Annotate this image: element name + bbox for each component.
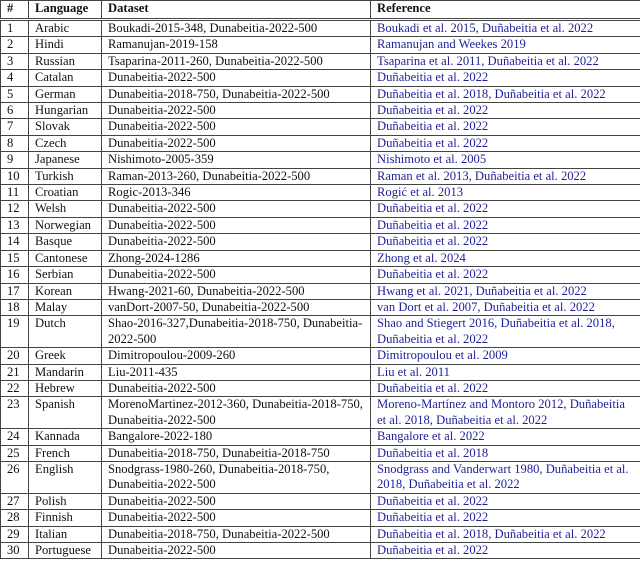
- row-number: 22: [1, 380, 29, 396]
- row-number: 7: [1, 119, 29, 135]
- table-row: [1, 152, 640, 168]
- table-row: [1, 364, 640, 380]
- row-dataset: Dunabeitia-2018-750, Dunabeitia-2018-750: [102, 445, 371, 461]
- table-row: [1, 250, 640, 266]
- table-row: [1, 234, 640, 250]
- row-reference-link[interactable]: Duñabeitia et al. 2022: [371, 135, 640, 151]
- row-reference-link[interactable]: Duñabeitia et al. 2022: [371, 119, 640, 135]
- row-dataset: Dunabeitia-2022-500: [102, 201, 371, 217]
- row-number: 4: [1, 70, 29, 86]
- row-language: Mandarin: [29, 364, 102, 380]
- table-row: [1, 526, 640, 542]
- table-row: [1, 70, 640, 86]
- row-reference-link[interactable]: Duñabeitia et al. 2022: [371, 510, 640, 526]
- row-language: Welsh: [29, 201, 102, 217]
- row-language: Norwegian: [29, 217, 102, 233]
- row-reference-link[interactable]: Duñabeitia et al. 2022: [371, 201, 640, 217]
- row-number: 11: [1, 185, 29, 201]
- row-reference-link[interactable]: Duñabeitia et al. 2022: [371, 493, 640, 509]
- row-language: Cantonese: [29, 250, 102, 266]
- row-dataset: Nishimoto-2005-359: [102, 152, 371, 168]
- row-number: 26: [1, 461, 29, 493]
- row-language: Italian: [29, 526, 102, 542]
- row-dataset: Dunabeitia-2018-750, Dunabeitia-2022-500: [102, 526, 371, 542]
- row-language: Kannada: [29, 429, 102, 445]
- row-number: 6: [1, 103, 29, 119]
- row-language: Arabic: [29, 20, 102, 37]
- row-reference-link[interactable]: Duñabeitia et al. 2018: [371, 445, 640, 461]
- row-number: 18: [1, 299, 29, 315]
- header-reference: Reference: [371, 1, 640, 20]
- row-language: Portuguese: [29, 543, 102, 559]
- table-row: [1, 135, 640, 151]
- table-row: [1, 20, 640, 37]
- table-row: [1, 316, 640, 348]
- row-language: Polish: [29, 493, 102, 509]
- row-reference-link[interactable]: Duñabeitia et al. 2022: [371, 217, 640, 233]
- row-reference-link[interactable]: Hwang et al. 2021, Duñabeitia et al. 2022: [371, 283, 640, 299]
- table-row: [1, 380, 640, 396]
- row-language: Spanish: [29, 397, 102, 429]
- table-row: [1, 185, 640, 201]
- table-row: [1, 283, 640, 299]
- row-dataset: Snodgrass-1980-260, Dunabeitia-2018-750, Dunabeitia-2022-500: [102, 461, 371, 493]
- row-reference-link[interactable]: Tsaparina et al. 2011, Duñabeitia et al. 2022: [371, 53, 640, 69]
- table-row: [1, 510, 640, 526]
- row-dataset: Dunabeitia-2022-500: [102, 267, 371, 283]
- table-body: [1, 20, 640, 559]
- table-row: [1, 493, 640, 509]
- row-language: Czech: [29, 135, 102, 151]
- row-dataset: Dunabeitia-2022-500: [102, 217, 371, 233]
- table-row: [1, 86, 640, 102]
- table-row: [1, 168, 640, 184]
- header-language: Language: [29, 1, 102, 20]
- row-reference-link[interactable]: Shao and Stiegert 2016, Duñabeitia et al. 2018, Duñabeitia et al. 2022: [371, 316, 640, 348]
- table-row: [1, 543, 640, 559]
- row-number: 9: [1, 152, 29, 168]
- row-dataset: Dunabeitia-2022-500: [102, 510, 371, 526]
- row-number: 29: [1, 526, 29, 542]
- row-dataset: Dunabeitia-2022-500: [102, 543, 371, 559]
- row-reference-link[interactable]: Moreno-Martínez and Montoro 2012, Duñabeitia et al. 2018, Duñabeitia et al. 2022: [371, 397, 640, 429]
- header-number: #: [1, 1, 29, 20]
- row-reference-link[interactable]: Rogić et al. 2013: [371, 185, 640, 201]
- row-dataset: Dunabeitia-2022-500: [102, 70, 371, 86]
- row-number: 5: [1, 86, 29, 102]
- row-dataset: Hwang-2021-60, Dunabeitia-2022-500: [102, 283, 371, 299]
- row-number: 19: [1, 316, 29, 348]
- row-dataset: Dunabeitia-2022-500: [102, 234, 371, 250]
- table-row: [1, 445, 640, 461]
- row-reference-link[interactable]: Duñabeitia et al. 2022: [371, 380, 640, 396]
- row-number: 17: [1, 283, 29, 299]
- table-row: [1, 299, 640, 315]
- table-row: [1, 348, 640, 364]
- row-number: 25: [1, 445, 29, 461]
- table-row: [1, 53, 640, 69]
- row-reference-link[interactable]: Nishimoto et al. 2005: [371, 152, 640, 168]
- row-language: Catalan: [29, 70, 102, 86]
- row-number: 13: [1, 217, 29, 233]
- row-language: Greek: [29, 348, 102, 364]
- row-language: Japanese: [29, 152, 102, 168]
- table-row: [1, 201, 640, 217]
- row-reference-link[interactable]: Ramanujan and Weekes 2019: [371, 37, 640, 53]
- row-language: Serbian: [29, 267, 102, 283]
- row-number: 21: [1, 364, 29, 380]
- row-language: Finnish: [29, 510, 102, 526]
- table-row: [1, 217, 640, 233]
- row-dataset: Dunabeitia-2022-500: [102, 103, 371, 119]
- row-number: 10: [1, 168, 29, 184]
- row-language: Basque: [29, 234, 102, 250]
- row-number: 24: [1, 429, 29, 445]
- row-dataset: Dunabeitia-2022-500: [102, 135, 371, 151]
- row-language: Korean: [29, 283, 102, 299]
- row-reference-link[interactable]: Duñabeitia et al. 2022: [371, 70, 640, 86]
- table-row: [1, 37, 640, 53]
- row-language: Croatian: [29, 185, 102, 201]
- row-dataset: Dunabeitia-2022-500: [102, 493, 371, 509]
- row-number: 1: [1, 20, 29, 37]
- row-language: Malay: [29, 299, 102, 315]
- row-reference-link[interactable]: Duñabeitia et al. 2022: [371, 543, 640, 559]
- header-dataset: Dataset: [102, 1, 371, 20]
- row-reference-link[interactable]: Duñabeitia et al. 2018, Duñabeitia et al. 2022: [371, 526, 640, 542]
- row-language: Turkish: [29, 168, 102, 184]
- row-reference-link[interactable]: van Dort et al. 2007, Duñabeitia et al. 2022: [371, 299, 640, 315]
- row-language: English: [29, 461, 102, 493]
- row-number: 2: [1, 37, 29, 53]
- row-reference-link[interactable]: Duñabeitia et al. 2018, Duñabeitia et al. 2022: [371, 86, 640, 102]
- row-reference-link[interactable]: Liu et al. 2011: [371, 364, 640, 380]
- row-dataset: Tsaparina-2011-260, Dunabeitia-2022-500: [102, 53, 371, 69]
- row-reference-link[interactable]: Dimitropoulou et al. 2009: [371, 348, 640, 364]
- row-dataset: Shao-2016-327,Dunabeitia-2018-750, Dunabeitia-2022-500: [102, 316, 371, 348]
- row-reference-link[interactable]: Zhong et al. 2024: [371, 250, 640, 266]
- row-language: French: [29, 445, 102, 461]
- row-language: German: [29, 86, 102, 102]
- table-row: [1, 461, 640, 493]
- row-number: 28: [1, 510, 29, 526]
- table-row: [1, 103, 640, 119]
- row-reference-link[interactable]: Duñabeitia et al. 2022: [371, 234, 640, 250]
- row-language: Slovak: [29, 119, 102, 135]
- table-row: [1, 267, 640, 283]
- row-number: 27: [1, 493, 29, 509]
- row-number: 20: [1, 348, 29, 364]
- row-number: 30: [1, 543, 29, 559]
- row-dataset: Dunabeitia-2022-500: [102, 380, 371, 396]
- row-number: 14: [1, 234, 29, 250]
- table-header: [1, 1, 640, 20]
- row-reference-link[interactable]: Bangalore et al. 2022: [371, 429, 640, 445]
- row-number: 16: [1, 267, 29, 283]
- row-dataset: Dimitropoulou-2009-260: [102, 348, 371, 364]
- row-reference-link[interactable]: Duñabeitia et al. 2022: [371, 267, 640, 283]
- row-language: Dutch: [29, 316, 102, 348]
- row-reference-link[interactable]: Raman et al. 2013, Duñabeitia et al. 2022: [371, 168, 640, 184]
- row-number: 23: [1, 397, 29, 429]
- row-reference-link[interactable]: Boukadi et al. 2015, Duñabeitia et al. 2022: [371, 20, 640, 37]
- row-language: Hindi: [29, 37, 102, 53]
- row-dataset: MorenoMartinez-2012-360, Dunabeitia-2018-750, Dunabeitia-2022-500: [102, 397, 371, 429]
- table-row: [1, 397, 640, 429]
- row-dataset: Bangalore-2022-180: [102, 429, 371, 445]
- row-number: 3: [1, 53, 29, 69]
- row-dataset: Zhong-2024-1286: [102, 250, 371, 266]
- row-number: 8: [1, 135, 29, 151]
- row-dataset: Dunabeitia-2022-500: [102, 119, 371, 135]
- row-language: Hebrew: [29, 380, 102, 396]
- row-dataset: Rogic-2013-346: [102, 185, 371, 201]
- row-number: 12: [1, 201, 29, 217]
- row-dataset: Dunabeitia-2018-750, Dunabeitia-2022-500: [102, 86, 371, 102]
- row-dataset: Raman-2013-260, Dunabeitia-2022-500: [102, 168, 371, 184]
- row-language: Russian: [29, 53, 102, 69]
- row-reference-link[interactable]: Snodgrass and Vanderwart 1980, Duñabeitia et al. 2018, Duñabeitia et al. 2022: [371, 461, 640, 493]
- row-reference-link[interactable]: Duñabeitia et al. 2022: [371, 103, 640, 119]
- row-number: 15: [1, 250, 29, 266]
- table-row: [1, 429, 640, 445]
- row-dataset: Boukadi-2015-348, Dunabeitia-2022-500: [102, 20, 371, 37]
- row-dataset: Ramanujan-2019-158: [102, 37, 371, 53]
- row-dataset: Liu-2011-435: [102, 364, 371, 380]
- table-row: [1, 119, 640, 135]
- row-language: Hungarian: [29, 103, 102, 119]
- row-dataset: vanDort-2007-50, Dunabeitia-2022-500: [102, 299, 371, 315]
